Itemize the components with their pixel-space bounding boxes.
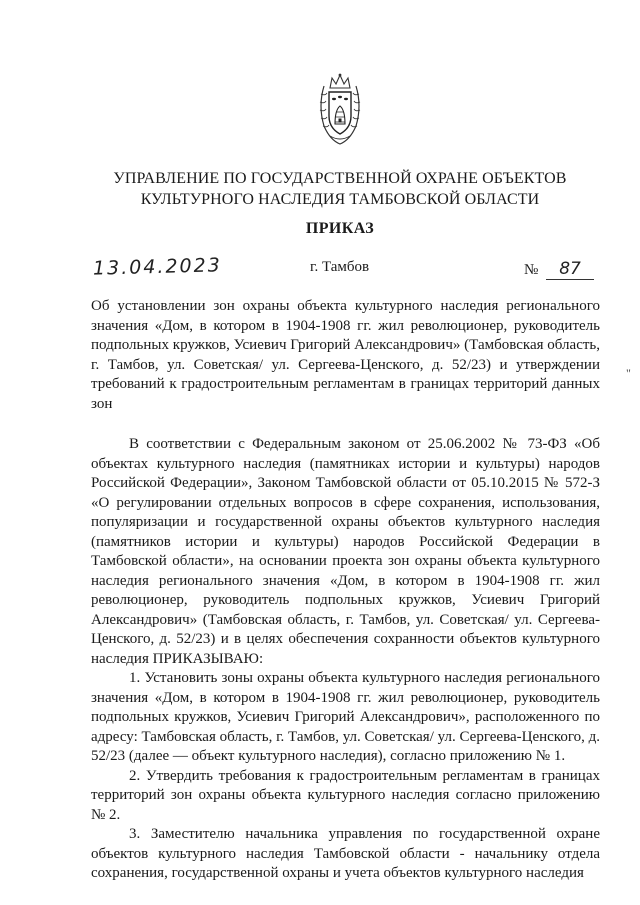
order-subject: Об установлении зон охраны объекта культурного наследия регионального значения «Дом, в котором в 1904-1908 гг. жил революционер, руководитель подпольных кружков, Усиевич Григорий Александрович» (Тамбовская область, г. Тамбов, ул. Советская/ ул. Сергеева-Ценского, д. 52/23) и утверждении требований к градостроительным регламентам в границах территорий данных зон (91, 298, 600, 412)
order-body (91, 435, 600, 884)
preamble-paragraph: В соответствии с Федеральным законом от 25.06.2002 № 73-ФЗ «Об объектах культурного наследия (памятниках истории и культуры) народов Российской Федерации», Законом Тамбовской области от 05.10.2015 № 572-З «О регулировании отдельных вопросов в сфере сохранения, использования, популяризации и государственной охраны объектов культурного наследия (памятников истории и культуры) народов Российской Федерации в Тамбовской области», на основании проекта зон охраны объекта культурного наследия регионального значения «Дом, в котором в 1904-1908 гг. жил революционер, руководитель подпольных кружков, Усиевич Григорий Александрович» (Тамбовская область, г. Тамбов, ул. Советская/ ул. Сергеева-Ценского, д. 52/23) и в целях обеспечения сохранности объектов культурного наследия ПРИКАЗЫВАЮ: (91, 436, 600, 667)
order-item-1: 1. Установить зоны охраны объекта культурного наследия регионального значения «Дом, в котором в 1904-1908 гг. жил революционер, руководитель подпольных кружков, Усиевич Григорий Александрович», расположенного по адресу: Тамбовская область, г. Тамбов, ул. Советская/ ул. Сергеева-Ценского, д. 52/23 (далее — объект культурного наследия), согласно приложению № 1. (91, 670, 600, 764)
margin-mark: " (626, 366, 631, 380)
agency-name (80, 168, 600, 210)
handwritten-number: 87 (546, 259, 594, 280)
order-item-2: 2. Утвердить требования к градостроительным регламентам в границах территорий зон охраны объекта культурного наследия согласно приложению № 2. (91, 767, 600, 823)
handwritten-date: 13.04.2023 (92, 254, 223, 280)
coat-of-arms-emblem (316, 72, 364, 148)
issue-city: г. Тамбов (310, 259, 370, 275)
document-number (524, 259, 594, 280)
document-meta-row (0, 256, 640, 284)
number-sign: № (524, 262, 539, 278)
document-type: ПРИКАЗ (305, 220, 375, 237)
order-item-3: 3. Заместителю начальника управления по государственной охране объектов культурного наследия Тамбовской области - начальнику отдела сохранения, государственной охраны и учета объектов культурного наследия (91, 826, 600, 881)
agency-name-line1: УПРАВЛЕНИЕ ПО ГОСУДАРСТВЕННОЙ ОХРАНЕ ОБЪЕКТОВ (113, 170, 567, 187)
agency-name-line2: КУЛЬТУРНОГО НАСЛЕДИЯ ТАМБОВСКОЙ ОБЛАСТИ (140, 191, 540, 208)
